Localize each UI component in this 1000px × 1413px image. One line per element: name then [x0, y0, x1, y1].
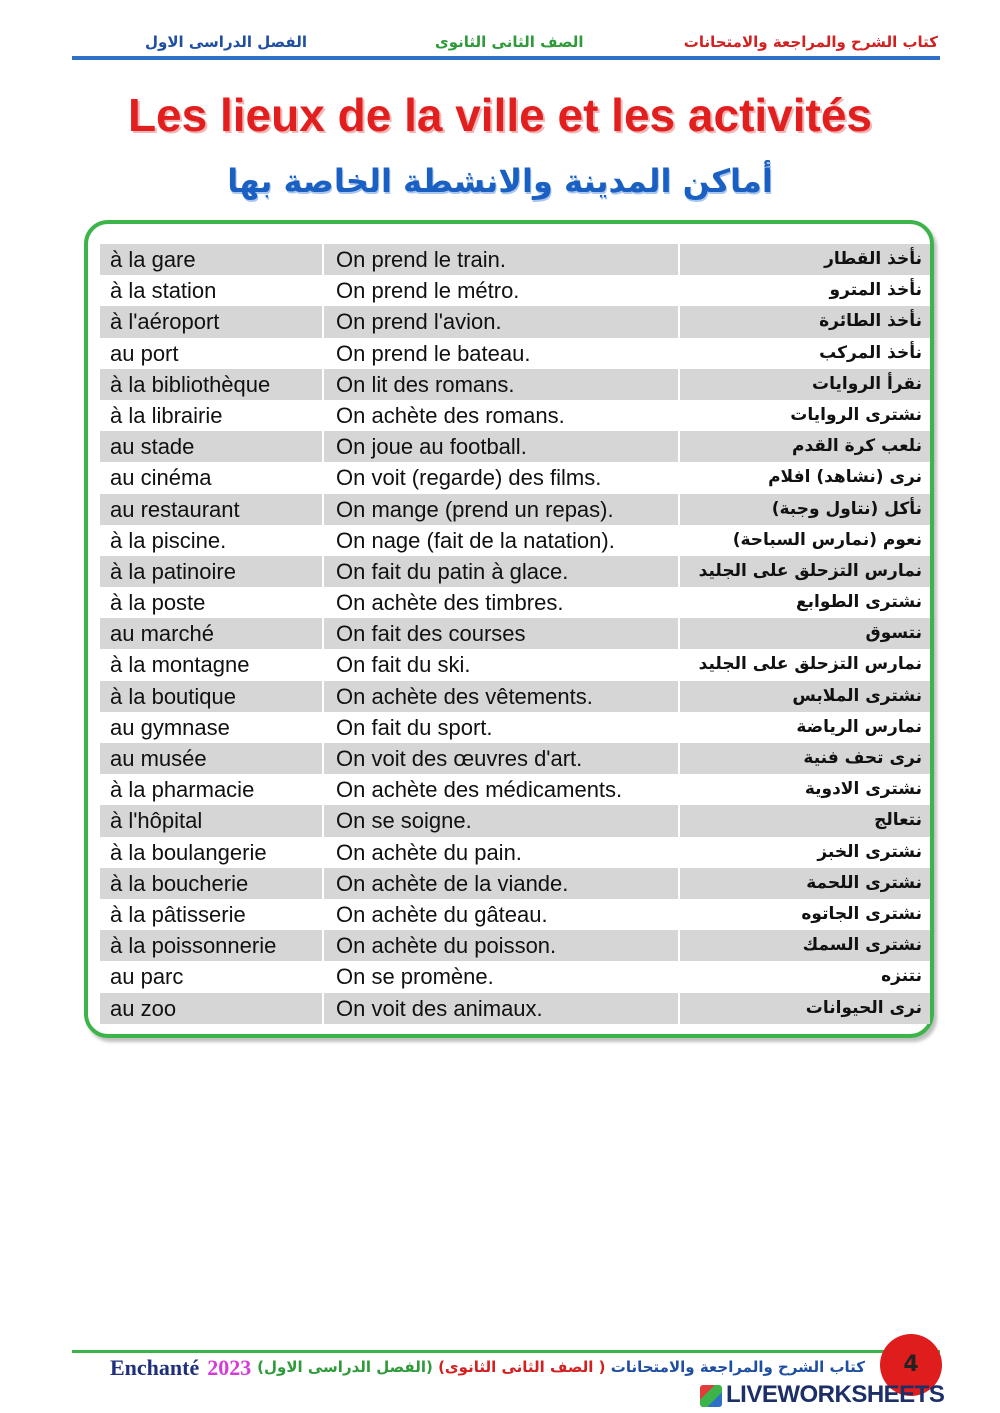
activity-cell: On nage (fait de la natation). [336, 527, 615, 553]
arabic-cell: نشترى الروايات [790, 404, 922, 425]
place-cell: à la pharmacie [110, 777, 255, 803]
watermark-text: LIVEWORKSHEETS [726, 1381, 945, 1408]
activity-cell: On achète du pain. [336, 839, 522, 865]
arabic-cell: نتعالج [874, 810, 922, 831]
column-separator [678, 494, 680, 525]
table-row [100, 618, 930, 649]
place-cell: au gymnase [110, 714, 230, 740]
place-cell: au stade [110, 434, 195, 460]
vocabulary-table [100, 244, 930, 1024]
activity-cell: On voit des œuvres d'art. [336, 746, 583, 771]
arabic-cell: نشترى الخبز [817, 841, 922, 862]
place-cell: à la bibliothèque [110, 371, 271, 397]
activity-cell: On prend le métro. [336, 278, 520, 304]
arabic-cell: نلعب كرة القدم [792, 436, 922, 457]
table-row [100, 306, 930, 337]
table-row [100, 338, 930, 369]
place-cell: à la montagne [110, 652, 250, 678]
column-separator [678, 369, 680, 400]
column-separator [678, 868, 680, 899]
activity-cell: On fait du sport. [336, 714, 493, 740]
table-row [100, 837, 930, 868]
activity-cell: On achète du gâteau. [336, 901, 548, 927]
arabic-cell: نرى (نشاهد) افلام [768, 467, 922, 488]
arabic-cell: نتسوق [865, 623, 922, 644]
column-separator [322, 993, 324, 1024]
column-separator [678, 993, 680, 1024]
place-cell: à la boulangerie [110, 839, 267, 865]
column-separator [678, 837, 680, 868]
column-separator [678, 899, 680, 930]
place-cell: au marché [110, 621, 214, 647]
footer-grade: ( الصف الثانى الثانوى) [438, 1358, 606, 1376]
column-separator [678, 774, 680, 805]
activity-cell: On achète du poisson. [336, 933, 557, 959]
column-separator [322, 805, 324, 836]
column-separator [678, 431, 680, 462]
arabic-cell: نأخذ الطائرة [819, 311, 922, 332]
activity-cell: On voit (regarde) des films. [336, 465, 602, 491]
column-separator [678, 338, 680, 369]
column-separator [678, 244, 680, 275]
table-row [100, 774, 930, 805]
table-row [100, 244, 930, 275]
liveworksheets-watermark[interactable] [700, 1380, 996, 1410]
place-cell: à la patinoire [110, 558, 236, 584]
arabic-cell: نشترى السمك [802, 935, 922, 956]
arabic-cell: نرى الحيوانات [805, 997, 922, 1018]
arabic-cell: نشترى الملابس [792, 685, 922, 706]
table-row [100, 556, 930, 587]
table-row [100, 805, 930, 836]
activity-cell: On achète de la viande. [336, 870, 569, 896]
column-separator [322, 400, 324, 431]
column-separator [678, 306, 680, 337]
column-separator [322, 774, 324, 805]
place-cell: au zoo [110, 995, 177, 1021]
table-row [100, 649, 930, 680]
table-row [100, 681, 930, 712]
activity-cell: On se soigne. [336, 808, 472, 834]
column-separator [678, 400, 680, 431]
table-row [100, 587, 930, 618]
table-row [100, 400, 930, 431]
column-separator [322, 743, 324, 774]
place-cell: à la boucherie [110, 870, 249, 896]
column-separator [678, 743, 680, 774]
arabic-cell: نتنزه [881, 966, 922, 987]
table-row [100, 712, 930, 743]
activity-cell: On fait du ski. [336, 652, 471, 678]
column-separator [322, 244, 324, 275]
column-separator [322, 462, 324, 493]
footer-brand-name: Enchanté [110, 1355, 200, 1380]
footer-year: 2023 [207, 1355, 252, 1380]
column-separator [678, 681, 680, 712]
column-separator [678, 525, 680, 556]
activity-cell: On fait du patin à glace. [336, 558, 569, 584]
arabic-cell: نمارس التزحلق على الجليد [698, 654, 922, 675]
column-separator [322, 681, 324, 712]
activity-cell: On prend l'avion. [336, 309, 502, 335]
column-separator [322, 712, 324, 743]
place-cell: au cinéma [110, 465, 212, 491]
table-row [100, 369, 930, 400]
arabic-cell: نشترى الادوية [804, 779, 922, 800]
place-cell: à la poste [110, 590, 206, 616]
column-separator [678, 275, 680, 306]
activity-cell: On voit des animaux. [336, 995, 543, 1021]
column-separator [322, 306, 324, 337]
activity-cell: On mange (prend un repas). [336, 496, 614, 522]
place-cell: à la pâtisserie [110, 901, 246, 927]
header-grade: الصف الثانى الثانوى [435, 33, 584, 51]
column-separator [678, 556, 680, 587]
column-separator [322, 556, 324, 587]
column-separator [322, 961, 324, 992]
table-row [100, 275, 930, 306]
arabic-cell: نأخذ المركب [819, 342, 922, 363]
arabic-cell: نمارس التزحلق على الجليد [698, 560, 922, 581]
table-row [100, 930, 930, 961]
place-cell: à la piscine. [110, 527, 227, 553]
column-separator [322, 837, 324, 868]
table-row [100, 494, 930, 525]
arabic-cell: نعوم (نمارس السباحة) [732, 529, 922, 550]
arabic-cell: نأخذ القطار [824, 249, 922, 269]
table-row [100, 868, 930, 899]
footer-brand [110, 1355, 251, 1381]
place-cell: à la gare [110, 247, 196, 272]
arabic-cell: نأكل (نتاول وجبة) [771, 498, 922, 519]
arabic-cell: نشترى الطوابع [796, 592, 922, 613]
activity-cell: On prend le train. [336, 247, 506, 272]
arabic-cell: نرى تحف فنية [803, 748, 922, 768]
column-separator [678, 712, 680, 743]
column-separator [678, 930, 680, 961]
column-separator [678, 961, 680, 992]
column-separator [678, 649, 680, 680]
header-book-title: كتاب الشرح والمراجعة والامتحانات [683, 33, 938, 51]
place-cell: au parc [110, 964, 184, 990]
page-number-badge: 4 [880, 1334, 942, 1396]
liveworksheets-logo-icon [700, 1385, 722, 1407]
place-cell: à la poissonnerie [110, 933, 277, 959]
place-cell: à l'hôpital [110, 808, 203, 834]
header-divider [72, 56, 940, 60]
column-separator [322, 587, 324, 618]
column-separator [678, 805, 680, 836]
column-separator [322, 930, 324, 961]
table-row [100, 462, 930, 493]
column-separator [678, 587, 680, 618]
column-separator [322, 525, 324, 556]
activity-cell: On achète des timbres. [336, 590, 564, 616]
column-separator [322, 494, 324, 525]
footer-term: (الفصل الدراسى الاول) [257, 1358, 433, 1376]
header-term: الفصل الدراسى الاول [145, 33, 307, 51]
table-row [100, 525, 930, 556]
column-separator [322, 899, 324, 930]
activity-cell: On se promène. [336, 964, 494, 990]
table-row [100, 993, 930, 1024]
activity-cell: On joue au football. [336, 434, 527, 460]
arabic-cell: نشترى اللحمة [806, 872, 922, 893]
place-cell: au port [110, 340, 179, 366]
place-cell: à la station [110, 278, 217, 304]
activity-cell: On achète des romans. [336, 402, 565, 428]
footer-book-title: كتاب الشرح والمراجعة والامتحانات [610, 1358, 865, 1376]
column-separator [322, 649, 324, 680]
activity-cell: On lit des romans. [336, 371, 515, 397]
arabic-cell: نمارس الرياضة [796, 716, 922, 737]
column-separator [678, 462, 680, 493]
activity-cell: On achète des médicaments. [336, 777, 623, 803]
place-cell: au restaurant [110, 496, 240, 522]
column-separator [322, 338, 324, 369]
column-separator [322, 369, 324, 400]
activity-cell: On achète des vêtements. [336, 683, 593, 709]
activity-cell: On prend le bateau. [336, 340, 531, 366]
arabic-cell: نأخذ المترو [829, 280, 922, 301]
table-row [100, 899, 930, 930]
place-cell: à l'aéroport [110, 309, 220, 335]
column-separator [322, 431, 324, 462]
page-title-arabic: أماكن المدينة والانشطة الخاصة بها [227, 162, 773, 200]
column-separator [322, 275, 324, 306]
footer-book-info [257, 1358, 865, 1376]
column-separator [322, 618, 324, 649]
column-separator [678, 618, 680, 649]
footer-divider [72, 1350, 940, 1353]
table-row [100, 431, 930, 462]
arabic-cell: نقرأ الروايات [812, 373, 922, 394]
place-cell: au musée [110, 746, 207, 771]
table-row [100, 961, 930, 992]
activity-cell: On fait des courses [336, 621, 526, 647]
table-row [100, 743, 930, 774]
place-cell: à la boutique [110, 683, 236, 709]
place-cell: à la librairie [110, 402, 223, 428]
column-separator [322, 868, 324, 899]
arabic-cell: نشترى الجاتوه [801, 903, 922, 924]
page-title-french: Les lieux de la ville et les activités [127, 89, 873, 141]
